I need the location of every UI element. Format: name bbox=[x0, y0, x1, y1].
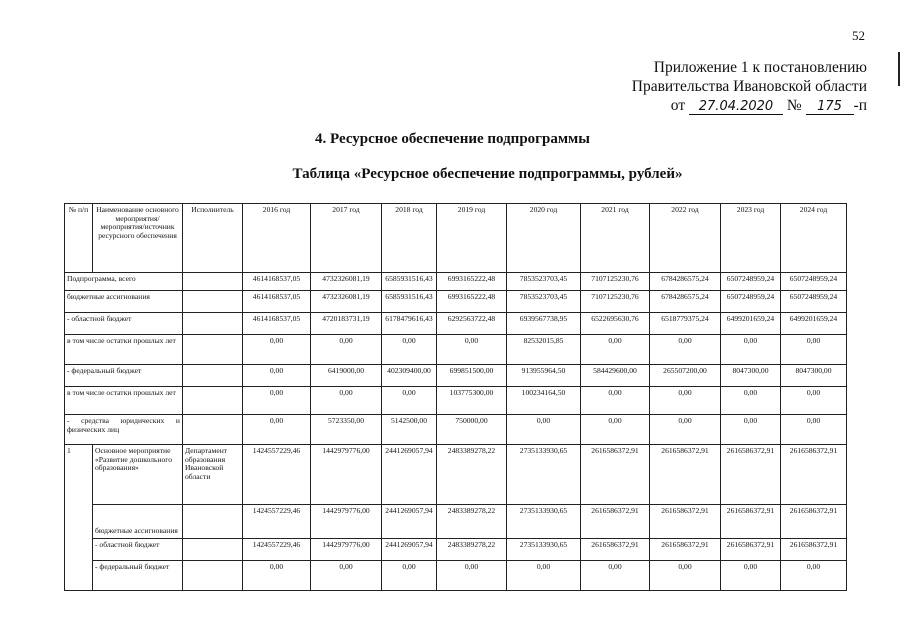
value-cell: 0,00 bbox=[721, 561, 781, 591]
appendix-header bbox=[632, 58, 867, 115]
value-cell: 2441269057,94 bbox=[382, 505, 437, 539]
value-cell: 0,00 bbox=[781, 387, 847, 415]
row-label: Подпрограмма, всего bbox=[65, 273, 183, 291]
executor-cell bbox=[183, 415, 243, 445]
value-cell: 6518779375,24 bbox=[650, 313, 721, 335]
value-cell: 2616586372,91 bbox=[781, 505, 847, 539]
appendix-line2: Правительства Ивановской области bbox=[631, 78, 867, 95]
header-year-2020: 2020 год bbox=[507, 204, 581, 273]
value-cell: 2616586372,91 bbox=[581, 445, 650, 505]
value-cell: 699851500,00 bbox=[437, 365, 507, 387]
value-cell: 6993165222,48 bbox=[437, 291, 507, 313]
value-cell: 2483389278,22 bbox=[437, 539, 507, 561]
table-row bbox=[65, 539, 847, 561]
value-cell: 750000,00 bbox=[437, 415, 507, 445]
value-cell: 6178479616,43 bbox=[382, 313, 437, 335]
value-cell: 6292563722,48 bbox=[437, 313, 507, 335]
header-year-2022: 2022 год bbox=[650, 204, 721, 273]
executor-cell bbox=[183, 505, 243, 539]
value-cell: 0,00 bbox=[311, 561, 382, 591]
value-cell: 0,00 bbox=[721, 415, 781, 445]
header-year-2016: 2016 год bbox=[243, 204, 311, 273]
value-cell: 4720183731,19 bbox=[311, 313, 382, 335]
value-cell: 1442979776,00 bbox=[311, 445, 382, 505]
appendix-number-label: № bbox=[786, 97, 802, 114]
value-cell: 0,00 bbox=[721, 335, 781, 365]
value-cell: 6507248959,24 bbox=[781, 273, 847, 291]
appendix-line1: Приложение 1 к постановлению bbox=[653, 59, 867, 76]
value-cell: 103775300,00 bbox=[437, 387, 507, 415]
header-executor: Исполнитель bbox=[183, 204, 243, 273]
handwritten-date: 27.04.2020 bbox=[689, 99, 783, 115]
value-cell: 0,00 bbox=[382, 561, 437, 591]
value-cell: 584429600,00 bbox=[581, 365, 650, 387]
value-cell: 6939567738,95 bbox=[507, 313, 581, 335]
value-cell: 0,00 bbox=[243, 335, 311, 365]
value-cell: 2616586372,91 bbox=[721, 505, 781, 539]
value-cell: 0,00 bbox=[781, 415, 847, 445]
header-year-2023: 2023 год bbox=[721, 204, 781, 273]
appendix-date-line bbox=[632, 96, 867, 115]
resource-table bbox=[64, 203, 847, 591]
value-cell: 2616586372,91 bbox=[781, 539, 847, 561]
row-label: в том числе остатки прошлых лет bbox=[65, 387, 183, 415]
value-cell: 2483389278,22 bbox=[437, 505, 507, 539]
value-cell: 0,00 bbox=[781, 561, 847, 591]
value-cell: 7853523703,45 bbox=[507, 291, 581, 313]
handwritten-number: 175 bbox=[806, 99, 854, 115]
value-cell: 6784286575,24 bbox=[650, 273, 721, 291]
value-cell: 2616586372,91 bbox=[781, 445, 847, 505]
table-row bbox=[65, 313, 847, 335]
value-cell: 2735133930,65 bbox=[507, 539, 581, 561]
value-cell: 6993165222,48 bbox=[437, 273, 507, 291]
value-cell: 0,00 bbox=[382, 335, 437, 365]
value-cell: 6499201659,24 bbox=[721, 313, 781, 335]
value-cell: 0,00 bbox=[650, 561, 721, 591]
value-cell: 2616586372,91 bbox=[650, 505, 721, 539]
row-label: - областной бюджет bbox=[93, 539, 183, 561]
value-cell: 2483389278,22 bbox=[437, 445, 507, 505]
executor-cell bbox=[183, 365, 243, 387]
value-cell: 2441269057,94 bbox=[382, 445, 437, 505]
value-cell: 2616586372,91 bbox=[721, 539, 781, 561]
value-cell: 0,00 bbox=[311, 335, 382, 365]
value-cell: 913955964,50 bbox=[507, 365, 581, 387]
value-cell: 7107125230,76 bbox=[581, 291, 650, 313]
value-cell: 7853523703,45 bbox=[507, 273, 581, 291]
executor-cell bbox=[183, 291, 243, 313]
appendix-prefix: от bbox=[670, 97, 686, 114]
value-cell: 6507248959,24 bbox=[781, 291, 847, 313]
table-body bbox=[65, 273, 847, 591]
executor-cell bbox=[183, 561, 243, 591]
value-cell: 4614168537,05 bbox=[243, 291, 311, 313]
appendix-suffix: -п bbox=[853, 97, 867, 114]
executor-cell bbox=[183, 335, 243, 365]
page-number: 52 bbox=[852, 28, 865, 43]
value-cell: 0,00 bbox=[437, 561, 507, 591]
section-title: 4. Ресурсное обеспечение подпрограммы bbox=[315, 131, 590, 147]
item-number: 1 bbox=[65, 445, 93, 591]
value-cell: 6499201659,24 bbox=[781, 313, 847, 335]
value-cell: 0,00 bbox=[243, 387, 311, 415]
value-cell: 100234164,50 bbox=[507, 387, 581, 415]
value-cell: 402309400,00 bbox=[382, 365, 437, 387]
value-cell: 2735133930,65 bbox=[507, 445, 581, 505]
value-cell: 82532015,85 bbox=[507, 335, 581, 365]
value-cell: 2616586372,91 bbox=[581, 539, 650, 561]
value-cell: 6507248959,24 bbox=[721, 291, 781, 313]
value-cell: 1442979776,00 bbox=[311, 505, 382, 539]
value-cell: 6585931516,43 bbox=[382, 273, 437, 291]
header-no: № п/п bbox=[65, 204, 93, 273]
value-cell: 0,00 bbox=[721, 387, 781, 415]
row-label: - федеральный бюджет bbox=[93, 561, 183, 591]
value-cell: 6522695630,76 bbox=[581, 313, 650, 335]
header-year-2017: 2017 год bbox=[311, 204, 382, 273]
item-executor: Департамент образования Ивановской области bbox=[183, 445, 243, 505]
value-cell: 0,00 bbox=[243, 415, 311, 445]
value-cell: 0,00 bbox=[581, 561, 650, 591]
table-row bbox=[65, 505, 847, 539]
row-label: - областной бюджет bbox=[65, 313, 183, 335]
value-cell: 2616586372,91 bbox=[650, 445, 721, 505]
value-cell: 1424557229,46 bbox=[243, 505, 311, 539]
value-cell: 0,00 bbox=[781, 335, 847, 365]
value-cell: 8047300,00 bbox=[721, 365, 781, 387]
executor-cell bbox=[183, 313, 243, 335]
value-cell: 6784286575,24 bbox=[650, 291, 721, 313]
table-row bbox=[65, 415, 847, 445]
value-cell: 2441269057,94 bbox=[382, 539, 437, 561]
value-cell: 2616586372,91 bbox=[581, 505, 650, 539]
value-cell: 2616586372,91 bbox=[650, 539, 721, 561]
row-label: - средства юридических и физических лиц bbox=[65, 415, 183, 445]
value-cell: 0,00 bbox=[243, 561, 311, 591]
margin-line bbox=[898, 52, 900, 86]
value-cell: 0,00 bbox=[650, 415, 721, 445]
table-row bbox=[65, 365, 847, 387]
row-label: бюджетные ассигнования bbox=[65, 291, 183, 313]
value-cell: 2616586372,91 bbox=[721, 445, 781, 505]
value-cell: 8047300,00 bbox=[781, 365, 847, 387]
value-cell: 6585931516,43 bbox=[382, 291, 437, 313]
value-cell: 0,00 bbox=[581, 335, 650, 365]
value-cell: 0,00 bbox=[507, 561, 581, 591]
row-label: - федеральный бюджет bbox=[65, 365, 183, 387]
value-cell: 0,00 bbox=[650, 335, 721, 365]
value-cell: 1442979776,00 bbox=[311, 539, 382, 561]
value-cell: 0,00 bbox=[507, 415, 581, 445]
value-cell: 4614168537,05 bbox=[243, 273, 311, 291]
value-cell: 4732326081,19 bbox=[311, 273, 382, 291]
value-cell: 5142500,00 bbox=[382, 415, 437, 445]
value-cell: 1424557229,46 bbox=[243, 539, 311, 561]
value-cell: 2735133930,65 bbox=[507, 505, 581, 539]
value-cell: 0,00 bbox=[382, 387, 437, 415]
value-cell: 4614168537,05 bbox=[243, 313, 311, 335]
header-year-2021: 2021 год bbox=[581, 204, 650, 273]
value-cell: 0,00 bbox=[581, 387, 650, 415]
executor-cell bbox=[183, 387, 243, 415]
value-cell: 0,00 bbox=[243, 365, 311, 387]
item-name: Основное мероприятие «Развитие дошкольного образования» bbox=[93, 445, 183, 505]
value-cell: 0,00 bbox=[650, 387, 721, 415]
value-cell: 0,00 bbox=[311, 387, 382, 415]
table-row bbox=[65, 335, 847, 365]
value-cell: 6419000,00 bbox=[311, 365, 382, 387]
value-cell: 5723350,00 bbox=[311, 415, 382, 445]
table-title: Таблица «Ресурсное обеспечение подпрограммы, рублей» bbox=[292, 166, 683, 182]
row-label: в том числе остатки прошлых лет bbox=[65, 335, 183, 365]
table-row bbox=[65, 291, 847, 313]
value-cell: 0,00 bbox=[437, 335, 507, 365]
table-row bbox=[65, 387, 847, 415]
executor-cell bbox=[183, 273, 243, 291]
value-cell: 1424557229,46 bbox=[243, 445, 311, 505]
header-row bbox=[65, 204, 847, 273]
header-year-2018: 2018 год bbox=[382, 204, 437, 273]
executor-cell bbox=[183, 539, 243, 561]
table-row bbox=[65, 273, 847, 291]
header-name: Наименование основного мероприятия/мероприятия/источник ресурсного обеспечения bbox=[93, 204, 183, 273]
value-cell: 4732326081,19 bbox=[311, 291, 382, 313]
value-cell: 0,00 bbox=[581, 415, 650, 445]
item-row bbox=[65, 445, 847, 505]
value-cell: 7107125230,76 bbox=[581, 273, 650, 291]
value-cell: 265507200,00 bbox=[650, 365, 721, 387]
header-year-2024: 2024 год bbox=[781, 204, 847, 273]
header-year-2019: 2019 год bbox=[437, 204, 507, 273]
value-cell: 6507248959,24 bbox=[721, 273, 781, 291]
row-label: бюджетные ассигнования bbox=[93, 505, 183, 539]
table-row bbox=[65, 561, 847, 591]
